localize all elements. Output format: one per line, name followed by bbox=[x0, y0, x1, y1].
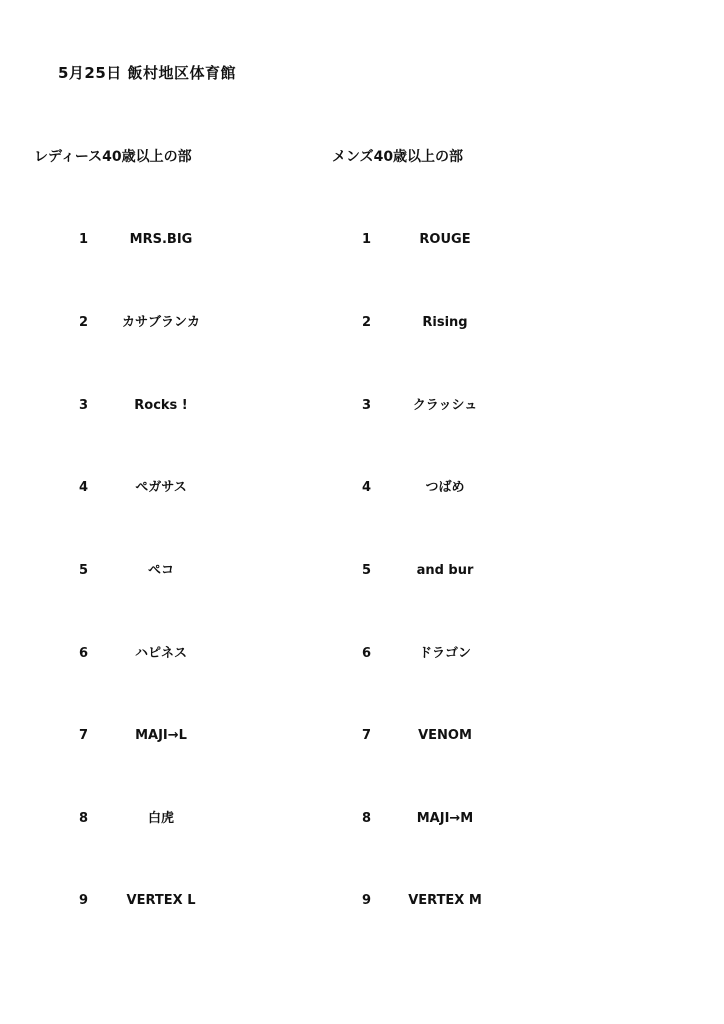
rank-number: 7 bbox=[79, 728, 89, 743]
team-name: つばめ bbox=[425, 480, 465, 495]
rank-number: 6 bbox=[362, 646, 372, 661]
team-name: VENOM bbox=[418, 728, 472, 743]
rank-number: 2 bbox=[79, 315, 89, 330]
team-name: MRS.BIG bbox=[129, 232, 193, 247]
rank-number: 1 bbox=[79, 232, 89, 247]
rank-number: 1 bbox=[362, 232, 372, 247]
rank-number: 8 bbox=[362, 811, 372, 826]
team-name: Rising bbox=[422, 315, 468, 330]
ladies-section-title: レディース40歳以上の部 bbox=[34, 149, 192, 165]
rank-number: 7 bbox=[362, 728, 372, 743]
team-name: ペガサス bbox=[135, 480, 187, 495]
mens-section-title: メンズ40歳以上の部 bbox=[332, 149, 464, 165]
team-name: ドラゴン bbox=[418, 646, 472, 661]
rank-number: 3 bbox=[362, 398, 372, 413]
team-name: クラッシュ bbox=[412, 398, 478, 413]
team-name: and bur bbox=[416, 563, 474, 578]
team-name: Rocks ! bbox=[134, 398, 188, 413]
team-name: カサブランカ bbox=[121, 315, 201, 330]
rank-number: 9 bbox=[79, 893, 89, 908]
event-heading: 5月25日 飯村地区体育館 bbox=[58, 64, 237, 82]
rank-number: 9 bbox=[362, 893, 372, 908]
team-name: ハピネス bbox=[134, 646, 188, 661]
rank-number: 4 bbox=[79, 480, 89, 495]
rank-number: 3 bbox=[79, 398, 89, 413]
rank-number: 8 bbox=[79, 811, 89, 826]
team-name: MAJI→M bbox=[416, 811, 474, 826]
rank-number: 5 bbox=[79, 563, 89, 578]
team-name: 白虎 bbox=[147, 811, 175, 826]
rank-number: 4 bbox=[362, 480, 372, 495]
rank-number: 2 bbox=[362, 315, 372, 330]
team-name: ROUGE bbox=[419, 232, 471, 247]
rank-number: 5 bbox=[362, 563, 372, 578]
team-name: MAJI→L bbox=[135, 728, 187, 743]
team-name: VERTEX L bbox=[126, 893, 196, 908]
team-name: VERTEX M bbox=[408, 893, 482, 908]
team-name: ペコ bbox=[147, 563, 175, 578]
rank-number: 6 bbox=[79, 646, 89, 661]
